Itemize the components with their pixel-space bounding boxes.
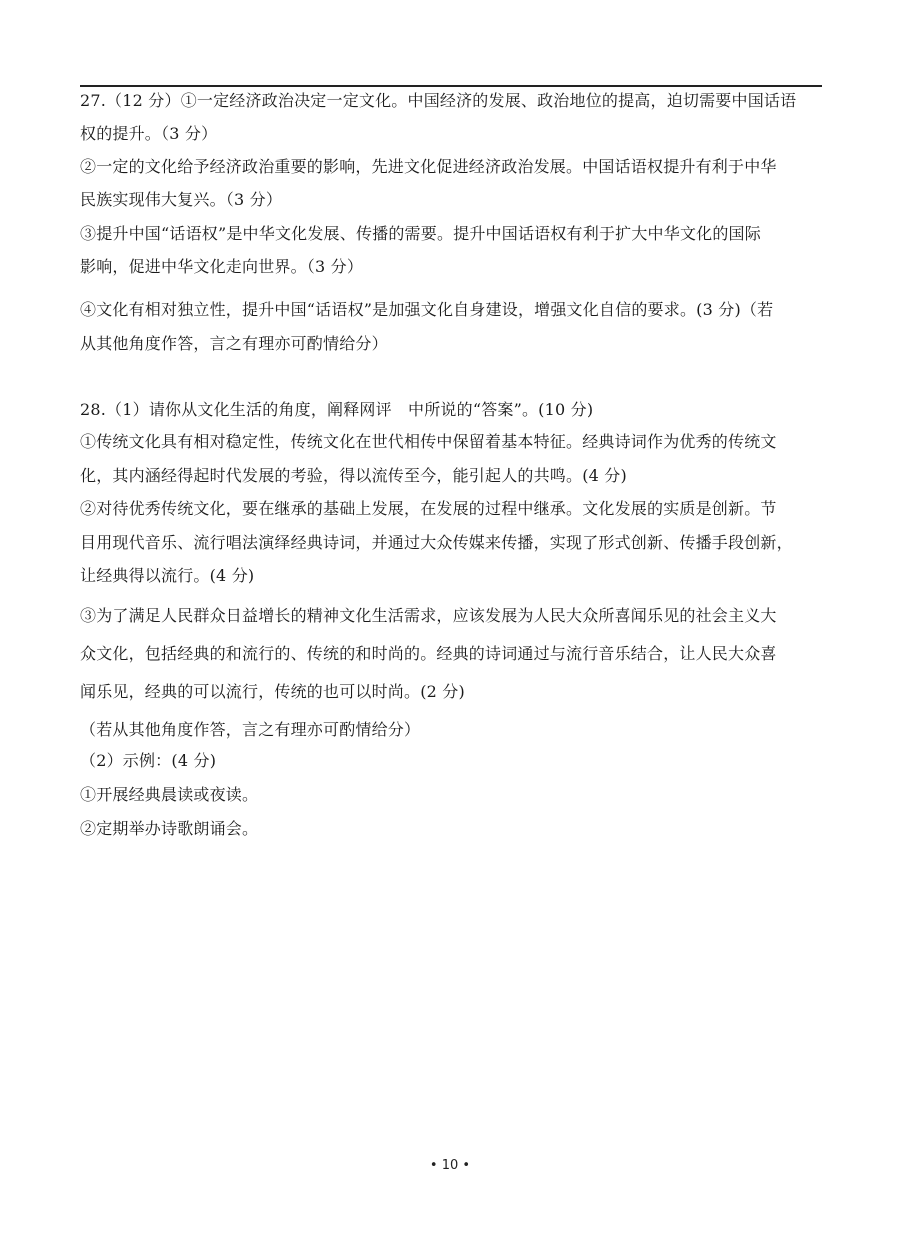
q28-line-5: 目用现代音乐、流行唱法演绎经典诗词，并通过大众传媒来传播，实现了形式创新、传播手段创新， [80, 533, 793, 552]
q28-line-6: 让经典得以流行。(4 分) [80, 566, 255, 585]
q28-line-2: ①传统文化具有相对稳定性，传统文化在世代相传中保留着基本特征。经典诗词作为优秀的传统文 [80, 432, 777, 451]
header-rule [80, 85, 822, 87]
q27-line-8: 从其他角度作答，言之有理亦可酌情给分） [80, 334, 388, 353]
q28-line-8: 众文化，包括经典的和流行的、传统的和时尚的。经典的诗词通过与流行音乐结合，让人民大众喜 [80, 644, 777, 663]
q28-line-13: ②定期举办诗歌朗诵会。 [80, 819, 259, 838]
q27-line-5: ③提升中国“话语权”是中华文化发展、传播的需要。提升中国话语权有利于扩大中华文化的国际 [80, 224, 761, 243]
q28-line-10: （若从其他角度作答，言之有理亦可酌情给分） [80, 720, 421, 739]
q27-line-7: ④文化有相对独立性，提升中国“话语权”是加强文化自身建设，增强文化自信的要求。(3 分)（若 [80, 300, 774, 319]
q28-line-7: ③为了满足人民群众日益增长的精神文化生活需求，应该发展为人民大众所喜闻乐见的社会主义大 [80, 606, 777, 625]
q28-line-3: 化，其内涵经得起时代发展的考验，得以流传至今，能引起人的共鸣。(4 分) [80, 466, 627, 485]
q28-line-1: 28.（1）请你从文化生活的角度，阐释网评 中所说的“答案”。(10 分) [80, 400, 594, 419]
q27-line-1: 27.（12 分）①一定经济政治决定一定文化。中国经济的发展、政治地位的提高，迫切需要中国话语 [80, 91, 797, 110]
q27-line-6: 影响，促进中华文化走向世界。（3 分） [80, 257, 364, 276]
page-number: • 10 • [429, 1158, 471, 1173]
q27-line-2: 权的提升。（3 分） [80, 124, 218, 143]
q28-line-4: ②对待优秀传统文化，要在继承的基础上发展，在发展的过程中继承。文化发展的实质是创新。节 [80, 499, 777, 518]
q28-line-9: 闻乐见，经典的可以流行，传统的也可以时尚。(2 分) [80, 682, 465, 701]
q27-line-4: 民族实现伟大复兴。（3 分） [80, 190, 283, 209]
q28-line-12: ①开展经典晨读或夜读。 [80, 785, 259, 804]
q27-line-3: ②一定的文化给予经济政治重要的影响，先进文化促进经济政治发展。中国话语权提升有利于中华 [80, 157, 777, 176]
q28-line-11: （2）示例：(4 分) [80, 751, 217, 770]
